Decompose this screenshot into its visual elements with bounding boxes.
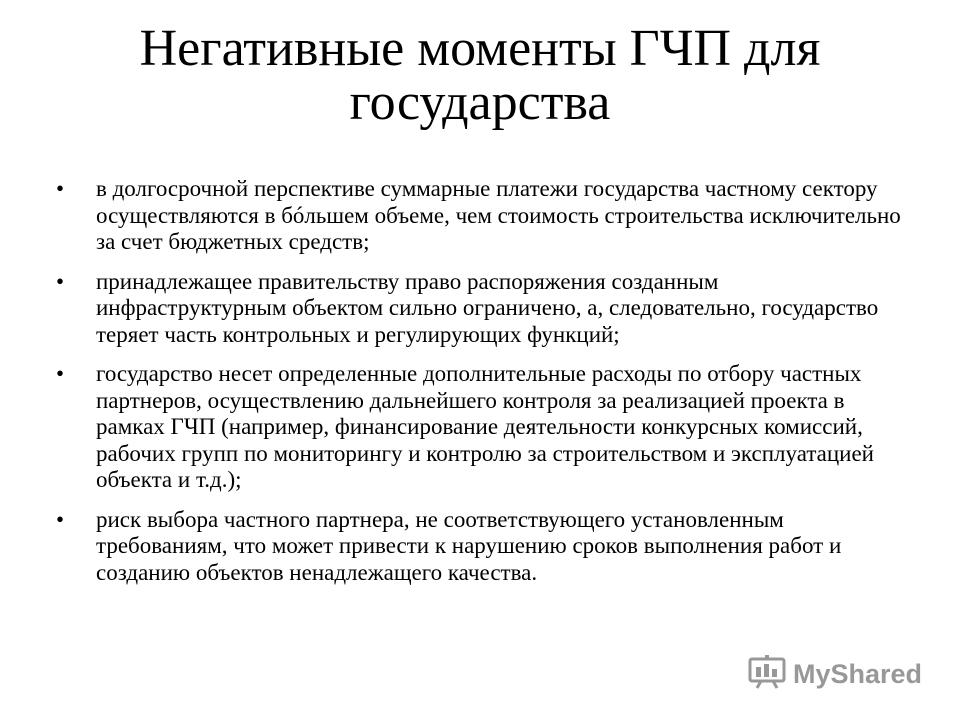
bullet-text: государство несет определенные дополнительные расходы по отбору частных партнеров, осуществлению дальнейшего контроля за реализацией проекта в рамках ГЧП (например, финансирование деятельности конкурсных комиссий, рабочих групп по мониторингу и контролю за строительством и эксплуатацией объекта и т.д.); — [96, 361, 874, 492]
watermark — [747, 655, 922, 694]
watermark-text: MyShared — [792, 659, 922, 689]
bullet-text: принадлежащее правительству право распоряжения созданным инфраструктурным объектом сильно ограничено, а, следовательно, государство теряет часть контрольных и регулирующих функций; — [96, 268, 879, 347]
slide-title: Негативные моменты ГЧП для государства — [139, 20, 821, 131]
presentation-board-icon — [747, 655, 787, 694]
bullet-item — [52, 507, 912, 587]
bullet-dot: • — [56, 268, 65, 294]
bullet-list — [52, 176, 912, 599]
bullet-text: в долгосрочной перспективе суммарные платежи государства частному сектору осуществляются в бóльшем объеме, чем стоимость строительства исключительно за счет бюджетных средств; — [96, 176, 901, 254]
bullet-dot: • — [56, 361, 65, 386]
bullet-item — [52, 269, 912, 349]
bullet-text: риск выбора частного партнера, не соответствующего установленным требованиям, что может привести к нарушению сроков выполнения работ и созданию объектов ненадлежащего качества. — [96, 506, 842, 585]
bullet-item — [52, 361, 912, 494]
bullet-item — [52, 176, 912, 256]
bullet-dot: • — [56, 176, 65, 201]
bullet-dot: • — [56, 506, 65, 532]
